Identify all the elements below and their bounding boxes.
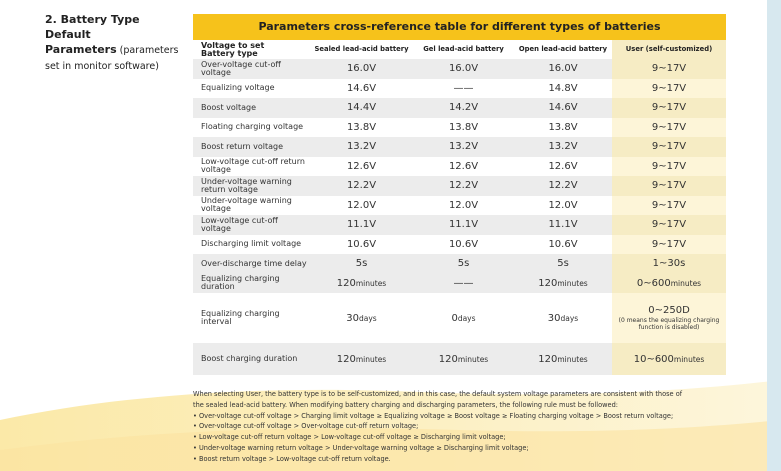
row-label: Equalizing voltage [193,79,310,99]
cell-gel: 11.1V [413,215,514,235]
cell-gel: 12.6V [413,157,514,177]
cell-sealed: 13.8V [310,118,413,138]
cell-user: 9~17V [612,235,726,255]
cell-gel: 120minutes [413,343,514,375]
cell-user: 9~17V [612,196,726,216]
table-row [193,98,726,118]
cell-user: 9~17V [612,215,726,235]
cell-gel: 14.2V [413,98,514,118]
cell-gel: 12.0V [413,196,514,216]
cell-gel: —— [413,274,514,294]
footer-rule: • Boost return voltage > Low-voltage cut-off return voltage. [193,454,391,463]
row-label: Equalizing charging duration [193,274,310,294]
cell-gel: —— [413,79,514,99]
battery-parameters-table [193,14,726,375]
cell-gel: 13.2V [413,137,514,157]
footer-rule: • Low-voltage cut-off return voltage > Low-voltage cut-off voltage ≥ Discharging limit voltage; [193,433,506,442]
table-title: Parameters cross-reference table for different types of batteries [193,14,726,40]
header-gel: Gel lead-acid battery [413,40,514,59]
table-row [193,59,726,79]
cell-gel: 0days [413,293,514,343]
cell-open: 10.6V [514,235,612,255]
cell-open: 13.8V [514,118,612,138]
row-label: Boost voltage [193,98,310,118]
row-label: Under-voltage warning return voltage [193,176,310,196]
user-note: (0 means the equalizing charging function is disabled) [618,316,720,331]
cell-sealed: 12.6V [310,157,413,177]
header-first-cell: Voltage to set Battery type [193,40,310,59]
cell-open: 11.1V [514,215,612,235]
cell-user: 9~17V [612,98,726,118]
heading-line2: Parameters [45,43,117,56]
footer-rule: • Over-voltage cut-off voltage > Over-voltage cut-off return voltage; [193,422,419,431]
table-row [193,176,726,196]
section-heading [45,12,185,74]
cell-open: 120minutes [514,343,612,375]
table-row [193,274,726,294]
cell-user: 0~250D (0 means the equalizing charging function is disabled) [612,293,726,343]
cell-user: 9~17V [612,118,726,138]
row-label: Under-voltage warning voltage [193,196,310,216]
footer-rule: • Under-voltage warning return voltage > Under-voltage warning voltage ≥ Discharging limit voltage; [193,443,529,452]
cell-open: 12.0V [514,196,612,216]
cell-sealed: 16.0V [310,59,413,79]
cell-sealed: 12.0V [310,196,413,216]
header-open: Open lead-acid battery [514,40,612,59]
cell-user: 9~17V [612,59,726,79]
cell-gel: 13.8V [413,118,514,138]
row-label: Boost return voltage [193,137,310,157]
table-row [193,293,726,343]
table-header-row [193,40,726,59]
row-label: Low-voltage cut-off return voltage [193,157,310,177]
cell-gel: 10.6V [413,235,514,255]
table-row [193,157,726,177]
footer-line: the sealed lead-acid battery. When modifying battery charging and discharging parameters, the following rule must be followed: [193,400,619,409]
cell-sealed: 11.1V [310,215,413,235]
cell-sealed: 13.2V [310,137,413,157]
row-label: Floating charging voltage [193,118,310,138]
cell-open: 13.2V [514,137,612,157]
cell-open: 14.8V [514,79,612,99]
cell-gel: 16.0V [413,59,514,79]
cell-open: 120minutes [514,274,612,294]
page-edge-strip [767,0,781,471]
cell-gel: 12.2V [413,176,514,196]
cell-user: 9~17V [612,176,726,196]
cell-sealed: 14.4V [310,98,413,118]
table-row [193,254,726,274]
cell-gel: 5s [413,254,514,274]
row-label: Low-voltage cut-off voltage [193,215,310,235]
cell-sealed: 120minutes [310,343,413,375]
table-row [193,215,726,235]
table-row [193,235,726,255]
cell-sealed: 12.2V [310,176,413,196]
cell-user: 9~17V [612,137,726,157]
row-label: Boost charging duration [193,343,310,375]
cell-open: 12.2V [514,176,612,196]
row-label: Over-voltage cut-off voltage [193,59,310,79]
cell-user: 9~17V [612,157,726,177]
table-row [193,79,726,99]
heading-subtext: (parameters set in monitor software) [45,45,179,72]
cell-sealed: 120minutes [310,274,413,294]
table-row [193,118,726,138]
cell-user: 0~600minutes [612,274,726,294]
cell-user: 9~17V [612,79,726,99]
header-sealed: Sealed lead-acid battery [310,40,413,59]
cell-open: 14.6V [514,98,612,118]
cell-user: 10~600minutes [612,343,726,375]
footer-line: When selecting User, the battery type is to be self-customized, and in this case, the default system voltage parameters are consistent with those of [193,390,683,398]
cell-open: 12.6V [514,157,612,177]
footer-rule: • Over-voltage cut-off voltage > Charging limit voltage ≥ Equalizing voltage ≥ Boost voltage ≥ Floating charging voltage > Boost return voltage; [193,411,674,420]
header-user: User (self-customized) [612,40,726,59]
table-row [193,343,726,375]
cell-sealed: 5s [310,254,413,274]
table-row [193,137,726,157]
heading-line1: 2. Battery Type Default [45,13,140,41]
cell-sealed: 14.6V [310,79,413,99]
table-row [193,196,726,216]
row-label: Equalizing charging interval [193,293,310,343]
row-label: Discharging limit voltage [193,235,310,255]
row-label: Over-discharge time delay [193,254,310,274]
cell-sealed: 30days [310,293,413,343]
cell-open: 16.0V [514,59,612,79]
cell-user: 1~30s [612,254,726,274]
cell-sealed: 10.6V [310,235,413,255]
cell-open: 30days [514,293,612,343]
footer-notes [193,389,733,465]
cell-open: 5s [514,254,612,274]
